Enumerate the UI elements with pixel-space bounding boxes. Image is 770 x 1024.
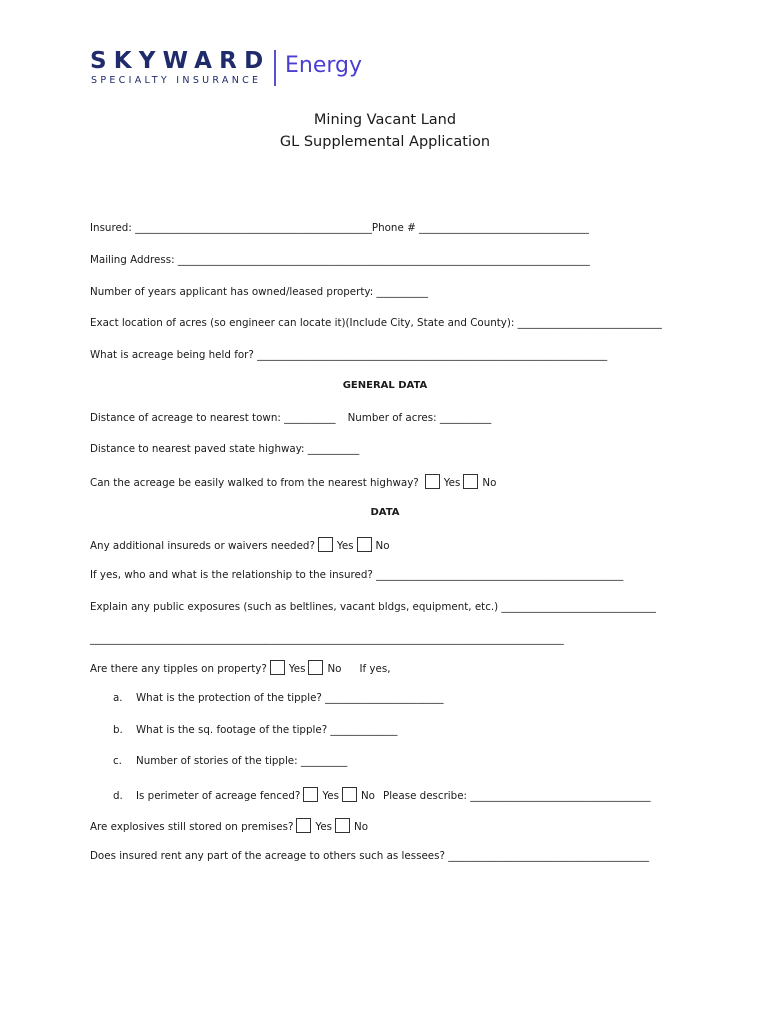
tipples-if-yes: If yes, xyxy=(359,663,391,675)
logo-tagline: SPECIALTY INSURANCE xyxy=(91,75,262,86)
additional-insureds-yes-label: Yes xyxy=(336,540,354,552)
additional-insureds-no-checkbox[interactable] xyxy=(357,537,372,552)
additional-insureds-question: Any additional insureds or waivers needed? xyxy=(90,540,315,552)
walked-question: Can the acreage be easily walked to from the nearest highway? xyxy=(90,477,419,489)
additional-insureds-no-label: No xyxy=(375,540,390,552)
walked-yes-label: Yes xyxy=(443,477,461,489)
document-subtitle: GL Supplemental Application xyxy=(279,134,491,150)
document-title: Mining Vacant Land xyxy=(313,112,457,128)
please-describe-field: Please describe: ___________________________________ xyxy=(382,790,651,802)
tipples-no-label: No xyxy=(327,663,342,675)
explosives-no-label: No xyxy=(354,821,369,833)
explosives-yes-checkbox[interactable] xyxy=(296,818,311,833)
tipple-protection-row xyxy=(90,692,444,704)
public-exposures-field: Explain any public exposures (such as beltlines, vacant bldgs, equipment, etc.) ______________________________ xyxy=(90,601,656,613)
tipple-stories-row xyxy=(90,755,347,767)
logo-wordmark: SKYWARD xyxy=(90,48,271,74)
perimeter-fenced-question: Is perimeter of acreage fenced? xyxy=(136,790,301,802)
item-letter-a: a. xyxy=(113,692,123,704)
tipples-question: Are there any tipples on property? xyxy=(90,663,267,675)
fenced-no-label: No xyxy=(360,790,375,802)
fenced-yes-label: Yes xyxy=(322,790,339,802)
insured-field: Insured: ______________________________________________Phone # _________________________________ xyxy=(90,222,589,234)
explosives-no-checkbox[interactable] xyxy=(335,818,350,833)
tipple-footage-row xyxy=(90,724,397,736)
years-owned-field: Number of years applicant has owned/leased property: __________ xyxy=(90,286,428,298)
explosives-yes-label: Yes xyxy=(315,821,333,833)
rent-acreage-field: Does insured rent any part of the acreage to others such as lessees? _______________________________________ xyxy=(90,850,650,862)
fenced-no-checkbox[interactable] xyxy=(342,787,357,802)
tipples-row xyxy=(90,660,390,675)
tipples-yes-label: Yes xyxy=(288,663,306,675)
walked-no-label: No xyxy=(482,477,497,489)
item-letter-c: c. xyxy=(113,755,122,767)
fenced-yes-checkbox[interactable] xyxy=(303,787,318,802)
distance-town-field: Distance of acreage to nearest town: __________ xyxy=(90,412,336,424)
walked-question-row xyxy=(90,474,496,489)
explosives-row xyxy=(90,818,368,833)
tipples-no-checkbox[interactable] xyxy=(308,660,323,675)
walked-no-checkbox[interactable] xyxy=(463,474,478,489)
distance-town-row xyxy=(90,412,491,424)
tipples-yes-checkbox[interactable] xyxy=(270,660,285,675)
section-data: DATA xyxy=(370,507,400,518)
logo-divider xyxy=(274,50,276,86)
public-exposures-continuation: ____________________________________________________________________________________________ xyxy=(90,633,564,645)
item-letter-b: b. xyxy=(113,724,123,736)
item-letter-d: d. xyxy=(113,790,123,802)
mailing-address-field: Mailing Address: ________________________________________________________________________________ xyxy=(90,254,590,266)
perimeter-fenced-row xyxy=(90,787,650,802)
tipple-protection-field: What is the protection of the tipple? _______________________ xyxy=(136,692,444,704)
section-general-data: GENERAL DATA xyxy=(342,380,428,391)
distance-highway-field: Distance to nearest paved state highway: __________ xyxy=(90,443,360,455)
explosives-question: Are explosives still stored on premises? xyxy=(90,821,294,833)
additional-insureds-yes-checkbox[interactable] xyxy=(318,537,333,552)
relationship-field: If yes, who and what is the relationship to the insured? ________________________________________________ xyxy=(90,569,624,581)
company-logo xyxy=(90,48,390,92)
logo-energy: Energy xyxy=(285,53,363,78)
tipple-footage-field: What is the sq. footage of the tipple? _____________ xyxy=(136,724,398,736)
exact-location-field: Exact location of acres (so engineer can locate it)(Include City, State and County): ____________________________ xyxy=(90,317,662,329)
additional-insureds-row xyxy=(90,537,390,552)
walked-yes-checkbox[interactable] xyxy=(425,474,440,489)
number-of-acres-field: Number of acres: __________ xyxy=(347,412,492,424)
acreage-purpose-field: What is acreage being held for? ____________________________________________________________________ xyxy=(90,349,608,361)
tipple-stories-field: Number of stories of the tipple: _________ xyxy=(136,755,348,767)
